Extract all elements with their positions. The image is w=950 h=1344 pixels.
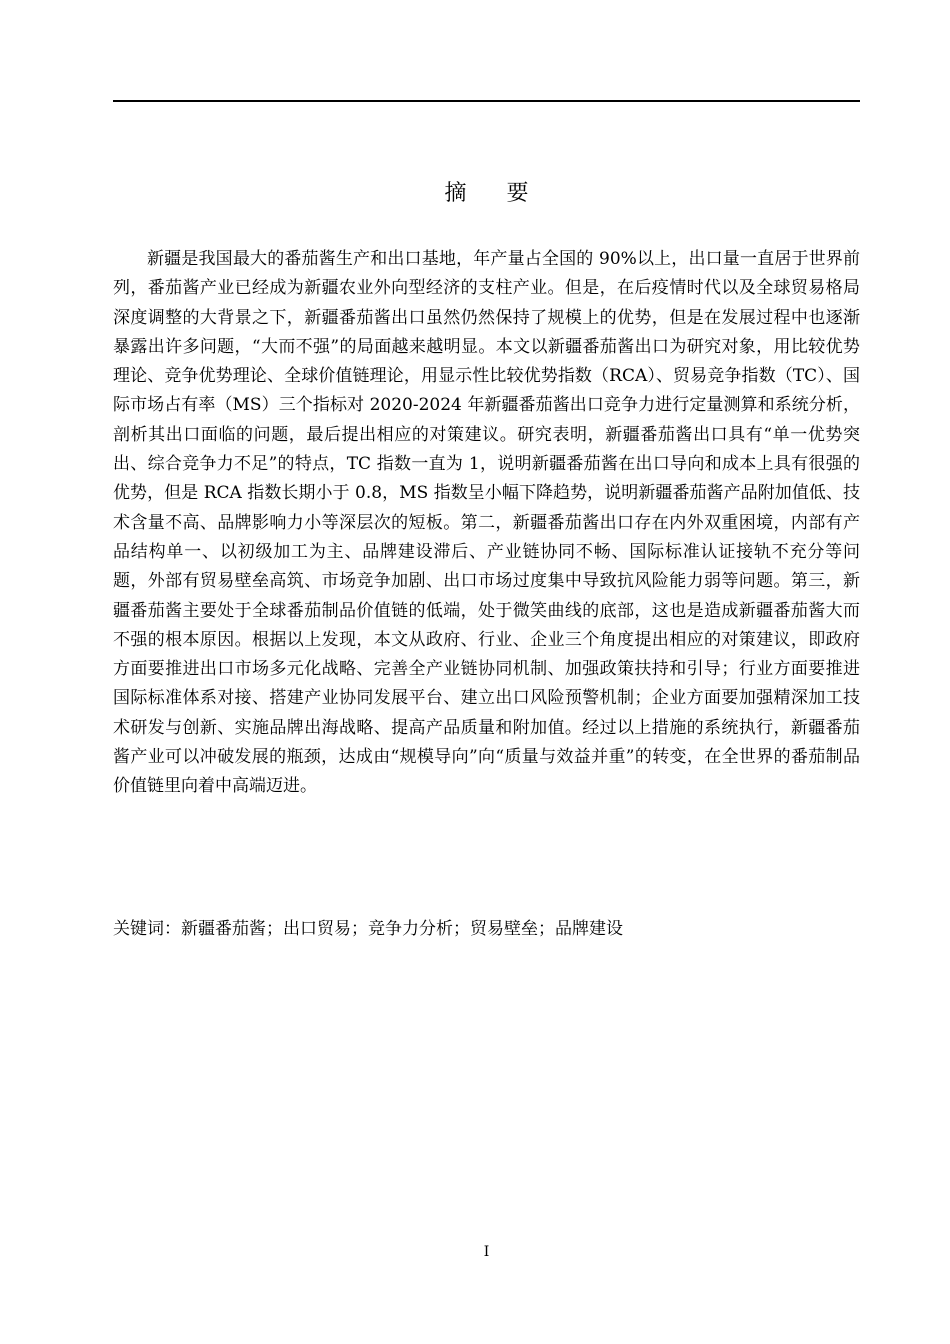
abstract-title: 摘要: [444, 181, 569, 206]
keywords-list: 新疆番茄酱；出口贸易；竞争力分析；贸易壁垒；品牌建设: [181, 919, 623, 939]
keywords-line: [113, 915, 860, 944]
abstract-body: 新疆是我国最大的番茄酱生产和出口基地，年产量占全国的 90%以上，出口量一直居于世界前列，番茄酱产业已经成为新疆农业外向型经济的支柱产业。但是，在后疫情时代以及全球贸易格局深度调整的大背景之下，新疆番茄酱出口虽然仍然保持了规模上的优势，但是在发展过程中也逐渐暴露出许多问题，“大而不强”的局面越来越明显。本文以新疆番茄酱出口为研究对象，用比较优势理论、竞争优势理论、全球价值链理论，用显示性比较优势指数（RCA）、贸易竞争指数（TC）、国际市场占有率（MS）三个指标对 2020-2024 年新疆番茄酱出口竞争力进行定量测算和系统分析，剖析其出口面临的问题，最后提出相应的对策建议。研究表明，新疆番茄酱出口具有“单一优势突出、综合竞争力不足”的特点，TC 指数一直为 1，说明新疆番茄酱在出口导向和成本上具有很强的优势，但是 RCA 指数长期小于 0.8，MS 指数呈小幅下降趋势，说明新疆番茄酱产品附加值低、技术含量不高、品牌影响力小等深层次的短板。第二，新疆番茄酱出口存在内外双重困境，内部有产品结构单一、以初级加工为主、品牌建设滞后、产业链协同不畅、国际标准认证接轨不充分等问题，外部有贸易壁垒高筑、市场竞争加剧、出口市场过度集中导致抗风险能力弱等问题。第三，新疆番茄酱主要处于全球番茄制品价值链的低端，处于微笑曲线的底部，这也是造成新疆番茄酱大而不强的根本原因。根据以上发现，本文从政府、行业、企业三个角度提出相应的对策建议，即政府方面要推进出口市场多元化战略、完善全产业链协同机制、加强政策扶持和引导；行业方面要推进国际标准体系对接、搭建产业协同发展平台、建立出口风险预警机制；企业方面要加强精深加工技术研发与创新、实施品牌出海战略、提高产品质量和附加值。经过以上措施的系统执行，新疆番茄酱产业可以冲破发展的瓶颈，达成由“规模导向”向“质量与效益并重”的转变，在全世界的番茄制品价值链里向着中高端迈进。: [113, 249, 860, 797]
page-number: I: [483, 1244, 490, 1260]
keywords-label: 关键词：: [113, 919, 181, 939]
header-rule: [113, 100, 860, 102]
